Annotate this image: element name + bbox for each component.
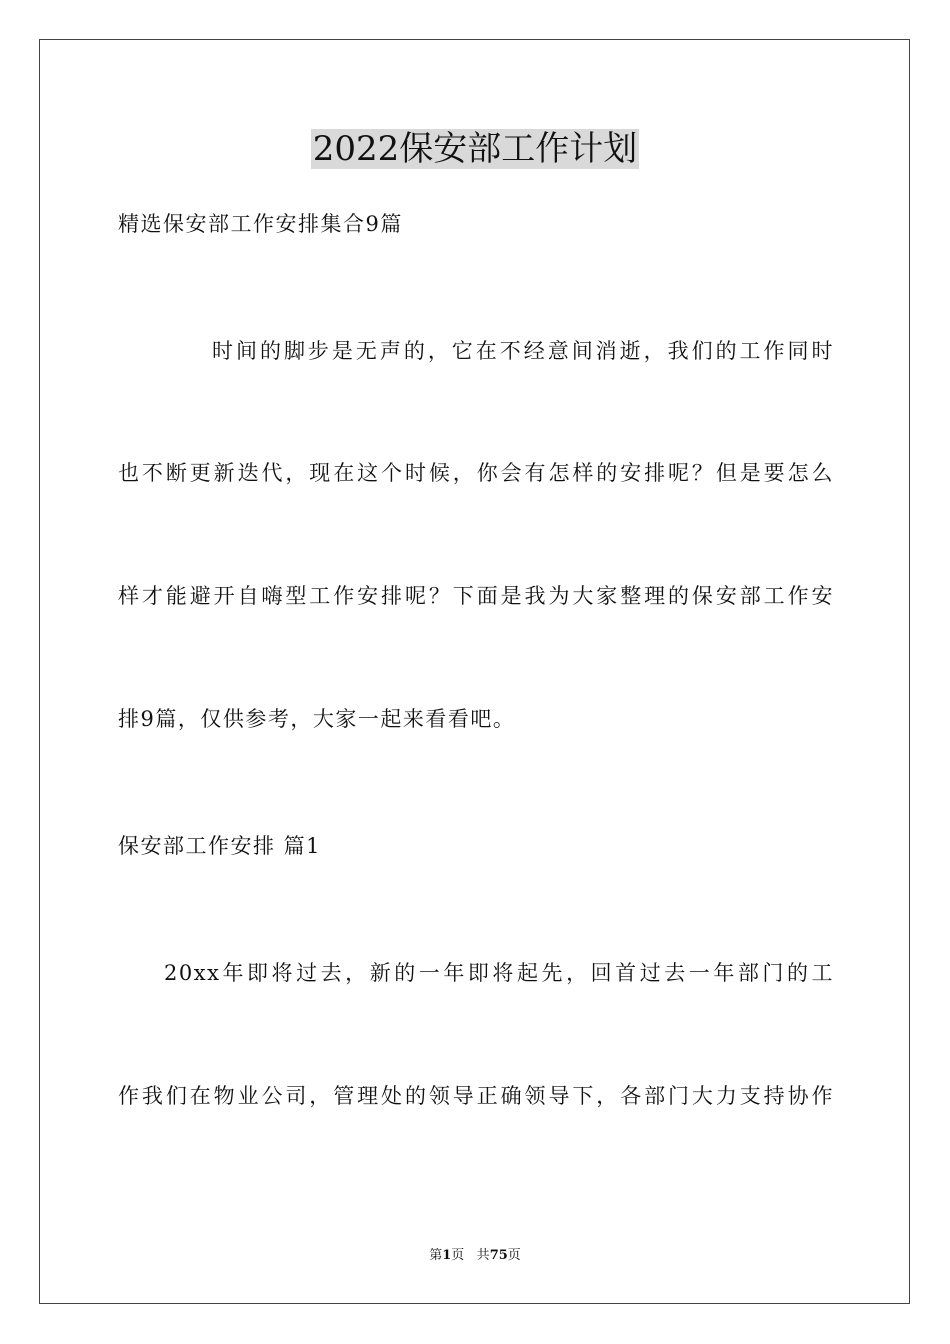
footer-total-prefix: 共: [476, 1248, 490, 1263]
document-title-text: 2022保安部工作计划: [312, 129, 638, 169]
document-title: [0, 126, 950, 172]
footer-page-suffix: 页: [451, 1248, 465, 1263]
footer-total-pages: 75: [489, 1248, 508, 1263]
page-footer: [0, 1246, 950, 1266]
intro-line-3: 样才能避开自嗨型工作安排呢？下面是我为大家整理的保安部工作安: [118, 584, 834, 608]
intro-line-1: 时间的脚步是无声的，它在不经意间消逝，我们的工作同时: [212, 339, 834, 363]
footer-total-suffix: 页: [507, 1248, 521, 1263]
document-subtitle: 精选保安部工作安排集合9篇: [118, 212, 403, 236]
footer-page-prefix: 第: [429, 1248, 443, 1263]
intro-line-2: 也不断更新迭代，现在这个时候，你会有怎样的安排呢？但是要怎么: [118, 461, 834, 485]
section-line-1: 20xx年即将过去，新的一年即将起先，回首过去一年部门的工: [164, 961, 834, 985]
section-line-2: 作我们在物业公司，管理处的领导正确领导下，各部门大力支持协作: [118, 1084, 834, 1108]
intro-line-4: 排9篇，仅供参考，大家一起来看看吧。: [118, 707, 516, 731]
section-heading: 保安部工作安排 篇1: [118, 834, 322, 858]
footer-page-number: 1: [442, 1248, 452, 1263]
